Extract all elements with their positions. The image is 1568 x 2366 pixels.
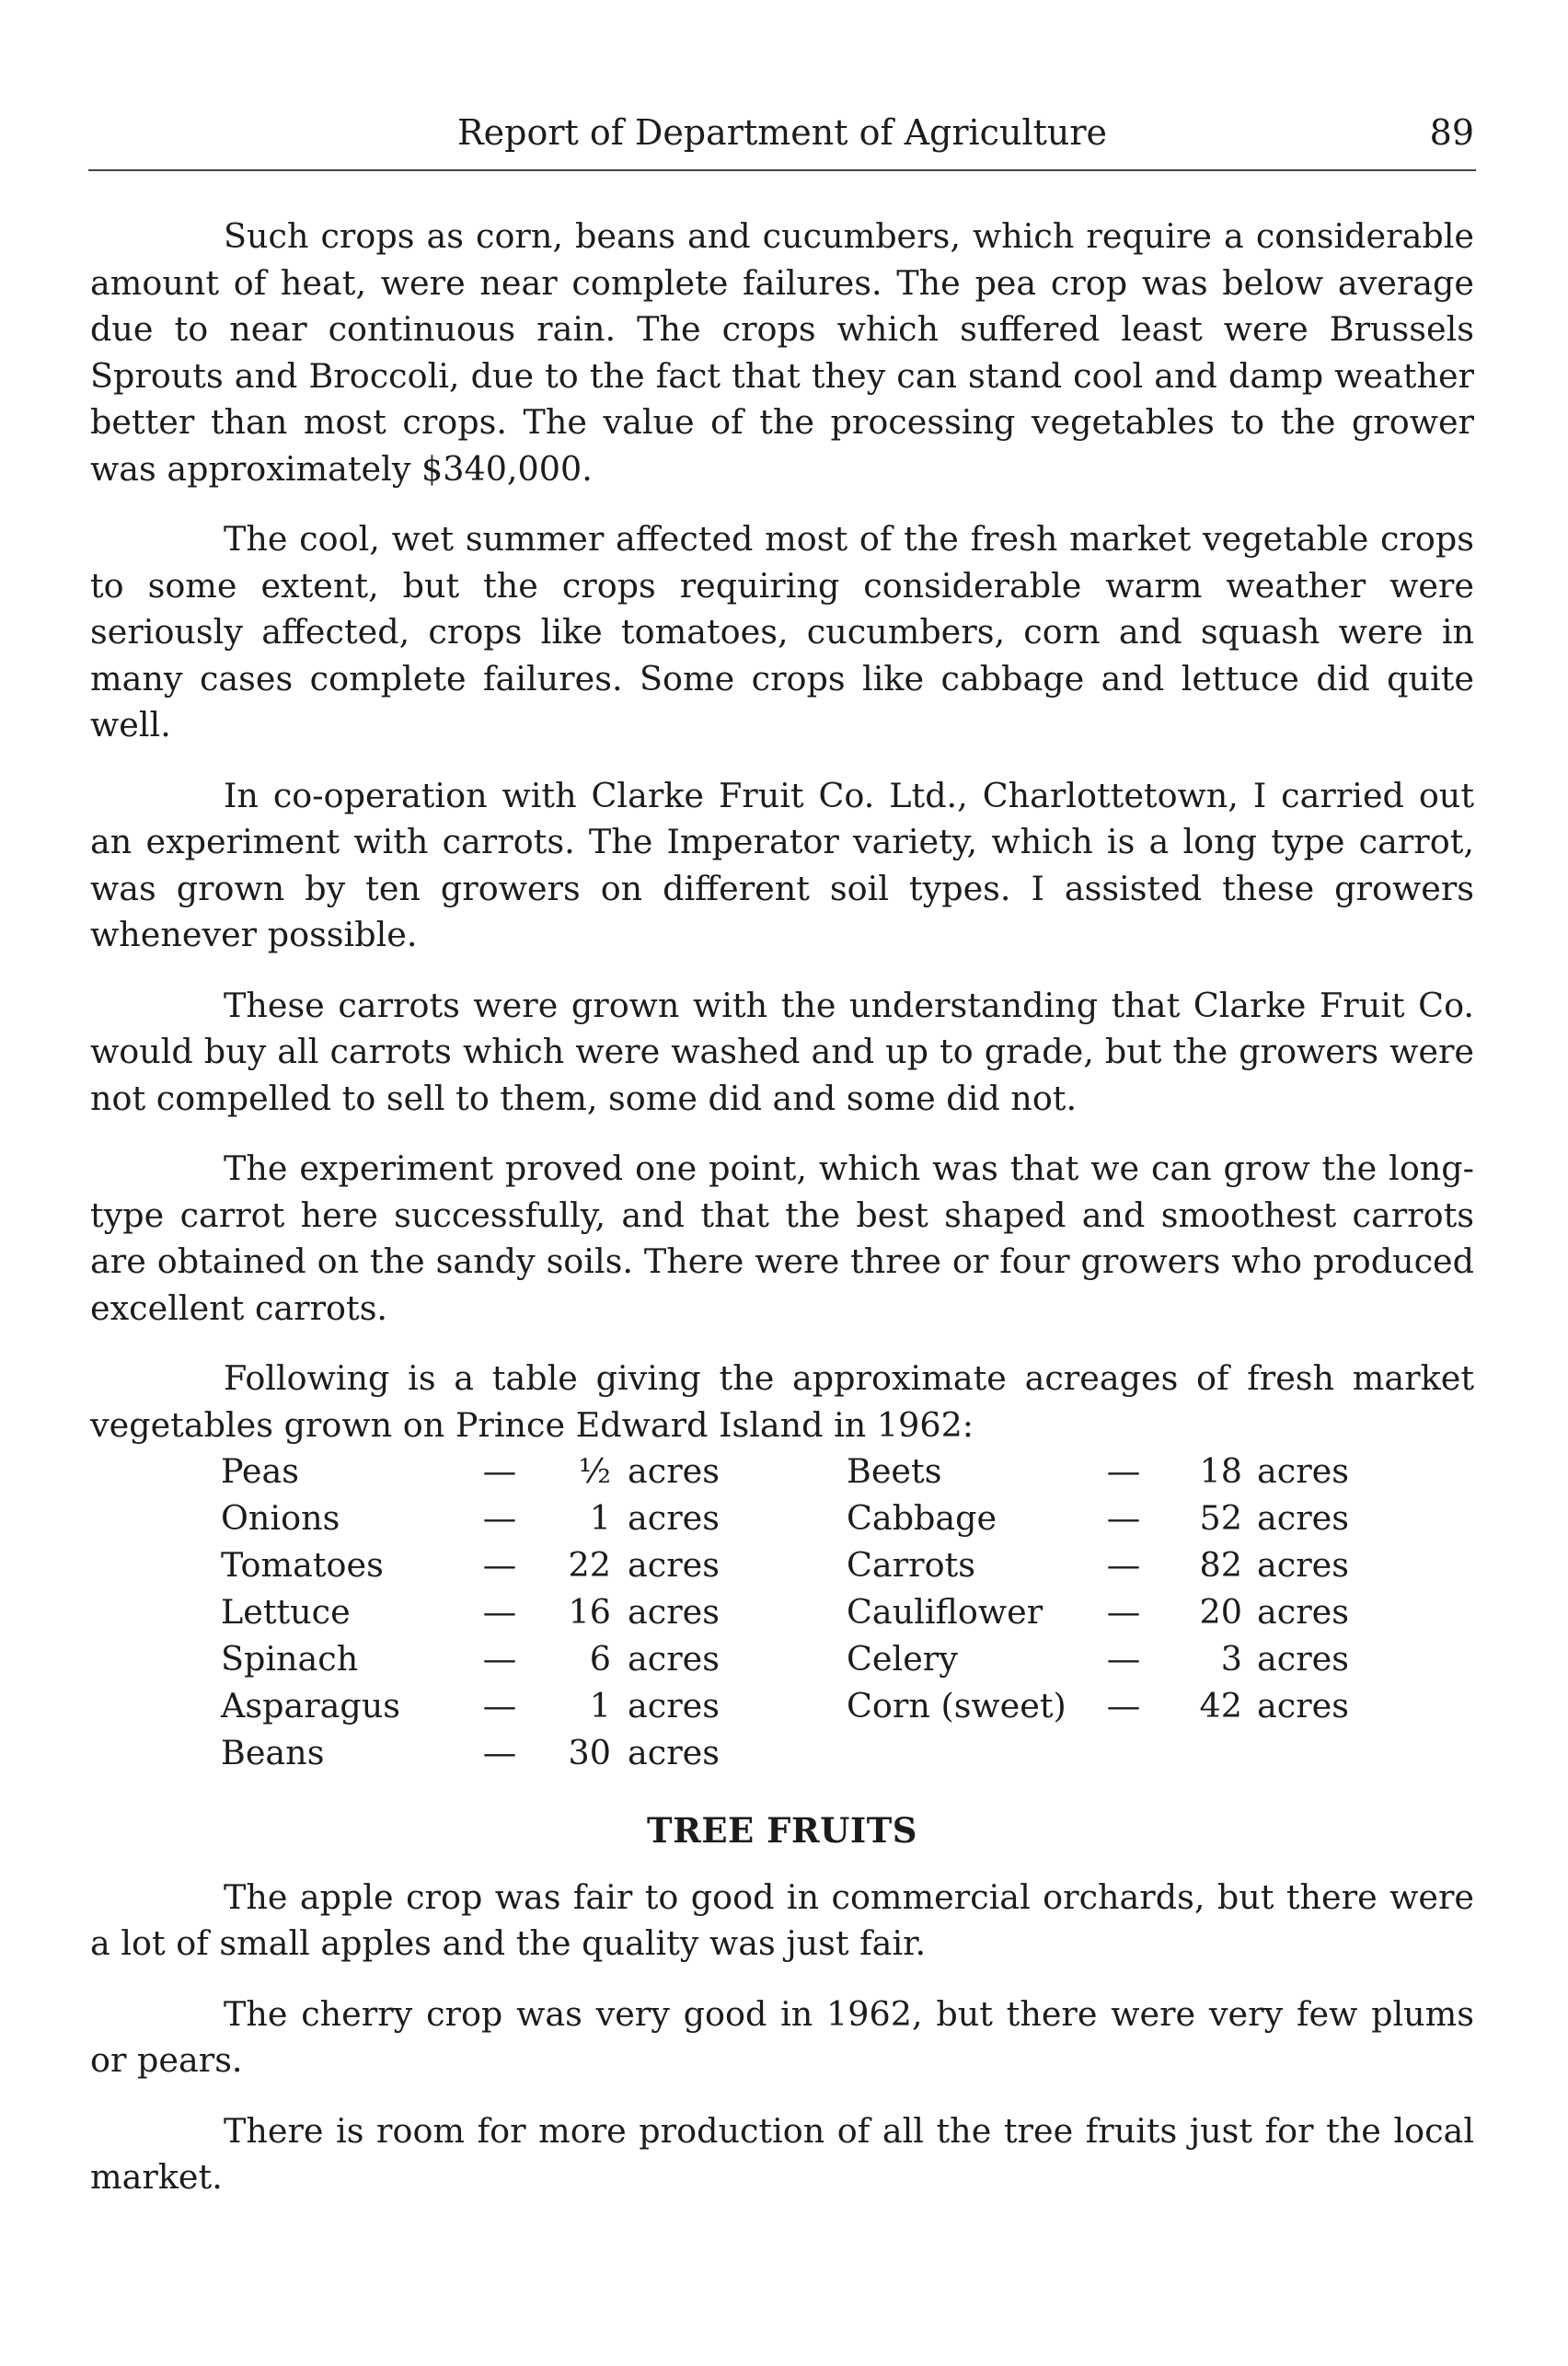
acreage-unit: acres xyxy=(1257,1545,1349,1585)
table-row xyxy=(90,1448,1474,1495)
running-title: Report of Department of Agriculture xyxy=(457,112,1107,153)
paragraph-carrot-understanding: These carrots were grown with the understanding that Clarke Fruit Co. would buy all carrots which were washed and up to grade, but the growers were not compelled to sell to them, some did and some did not. xyxy=(90,985,1474,1118)
dash-separator: — xyxy=(482,1686,517,1725)
acreage-unit: acres xyxy=(628,1686,720,1725)
acreage-unit: acres xyxy=(628,1592,720,1632)
dash-separator: — xyxy=(1106,1639,1141,1679)
paragraph-cherry-crop: The cherry crop was very good in 1962, but there were very few plums or pears. xyxy=(90,1993,1474,2080)
section-heading-tree-fruits: TREE FRUITS xyxy=(647,1810,917,1851)
dash-separator: — xyxy=(482,1451,517,1491)
paragraph-carrot-experiment: In co-operation with Clarke Fruit Co. Ltd., Charlottetown, I carried out an experiment with carrots. The Imperator variety, which is a long type carrot, was grown by ten growers on different soil types. I assisted these growers whenever possible. xyxy=(90,775,1474,954)
header-rule xyxy=(88,169,1476,171)
dash-separator: — xyxy=(482,1639,517,1679)
dash-separator: — xyxy=(1106,1451,1141,1491)
paragraph-experiment-result: The experiment proved one point, which was that we can grow the long-type carrot here successfully, and that the best shaped and smoothest carrots are obtained on the sandy soils. There were three or four growers who produced excellent carrots. xyxy=(90,1148,1474,1328)
acreage-value: 6 xyxy=(589,1639,611,1679)
table-row xyxy=(90,1683,1474,1730)
vegetable-acreage-table xyxy=(90,1448,1474,1776)
vegetable-name: Carrots xyxy=(847,1545,975,1585)
acreage-value: ½ xyxy=(578,1451,611,1491)
dash-separator: — xyxy=(1106,1592,1141,1632)
acreage-value: 1 xyxy=(589,1498,611,1538)
dash-separator: — xyxy=(482,1592,517,1632)
table-row xyxy=(90,1495,1474,1542)
table-row xyxy=(90,1636,1474,1683)
vegetable-name: Celery xyxy=(847,1639,958,1679)
acreage-value: 42 xyxy=(1199,1686,1242,1725)
acreage-unit: acres xyxy=(628,1639,720,1679)
table-row xyxy=(90,1730,1474,1777)
dash-separator: — xyxy=(1106,1686,1141,1725)
acreage-value: 52 xyxy=(1199,1498,1242,1538)
dash-separator: — xyxy=(1106,1498,1141,1538)
paragraph-table-intro: Following is a table giving the approximate acreages of fresh market vegetables grown on Prince Edward Island in 1962: xyxy=(90,1358,1474,1445)
dash-separator: — xyxy=(482,1545,517,1585)
acreage-value: 20 xyxy=(1199,1592,1242,1632)
acreage-unit: acres xyxy=(1257,1639,1349,1679)
acreage-value: 3 xyxy=(1220,1639,1242,1679)
vegetable-name: Asparagus xyxy=(221,1686,401,1725)
dash-separator: — xyxy=(482,1733,517,1772)
page-number: 89 xyxy=(1429,112,1474,153)
acreage-unit: acres xyxy=(1257,1592,1349,1632)
acreage-value: 16 xyxy=(568,1592,611,1632)
paragraph-processing-crops: Such crops as corn, beans and cucumbers, which require a considerable amount of heat, were near complete failures. The pea crop was below average due to near continuous rain. The crops which suffered least were Brussels Sprouts and Broccoli, due to the fact that they can stand cool and damp weather better than most crops. The value of the processing vegetables to the grower was approximately $340,000. xyxy=(90,216,1474,489)
vegetable-name: Lettuce xyxy=(221,1592,351,1632)
dash-separator: — xyxy=(1106,1545,1141,1585)
acreage-unit: acres xyxy=(628,1733,720,1772)
vegetable-name: Spinach xyxy=(221,1639,359,1679)
acreage-unit: acres xyxy=(628,1451,720,1491)
acreage-unit: acres xyxy=(1257,1498,1349,1538)
vegetable-name: Corn (sweet) xyxy=(847,1686,1066,1725)
acreage-unit: acres xyxy=(628,1545,720,1585)
paragraph-fresh-market: The cool, wet summer affected most of the fresh market vegetable crops to some extent, but the crops requiring considerable warm weather were seriously affected, crops like tomatoes, cucumbers, corn and squash were in many cases complete failures. Some crops like cabbage and lettuce did quite well. xyxy=(90,519,1474,744)
acreage-value: 1 xyxy=(589,1686,611,1725)
acreage-value: 22 xyxy=(568,1545,611,1585)
acreage-unit: acres xyxy=(1257,1686,1349,1725)
vegetable-name: Beets xyxy=(847,1451,942,1491)
vegetable-name: Peas xyxy=(221,1451,300,1491)
body-text xyxy=(90,214,1474,2225)
vegetable-name: Cauliflower xyxy=(847,1592,1043,1632)
acreage-value: 18 xyxy=(1199,1451,1242,1491)
vegetable-name: Cabbage xyxy=(847,1498,997,1538)
vegetable-name: Tomatoes xyxy=(221,1545,384,1585)
acreage-value: 82 xyxy=(1199,1545,1242,1585)
dash-separator: — xyxy=(482,1498,517,1538)
running-header xyxy=(90,107,1474,158)
paragraph-apple-crop: The apple crop was fair to good in commercial orchards, but there were a lot of small apples and the quality was just fair. xyxy=(90,1876,1474,1963)
vegetable-name: Onions xyxy=(221,1498,340,1538)
acreage-unit: acres xyxy=(628,1498,720,1538)
table-row xyxy=(90,1589,1474,1636)
vegetable-name: Beans xyxy=(221,1733,325,1772)
paragraph-tree-fruit-room: There is room for more production of all the tree fruits just for the local market. xyxy=(90,2110,1474,2197)
table-row xyxy=(90,1542,1474,1589)
acreage-value: 30 xyxy=(568,1733,611,1772)
acreage-unit: acres xyxy=(1257,1451,1349,1491)
